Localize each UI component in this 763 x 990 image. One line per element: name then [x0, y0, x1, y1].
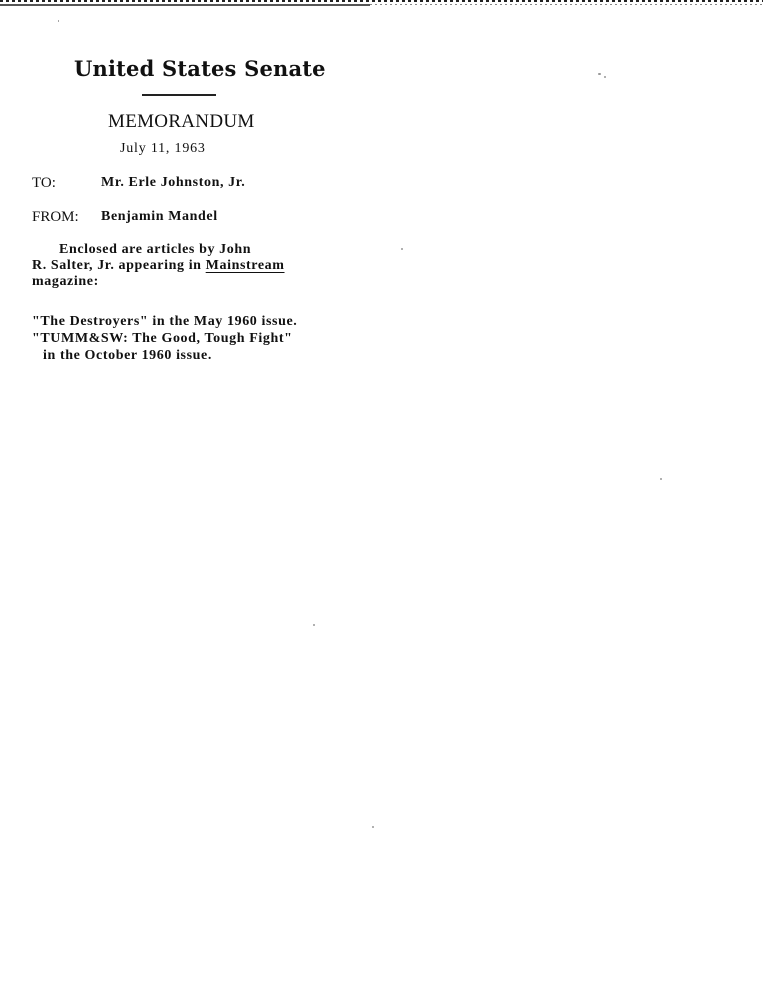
body-line-3: magazine: — [32, 274, 99, 289]
publication-name: Mainstream — [205, 258, 285, 273]
to-value: Mr. Erle Johnston, Jr. — [101, 175, 246, 190]
scan-speck — [604, 76, 606, 78]
letterhead-rule — [142, 94, 216, 96]
scan-speck — [401, 248, 403, 250]
article-item-2: "TUMM&SW: The Good, Tough Fight" — [32, 331, 293, 346]
scan-top-border — [0, 0, 763, 8]
article-list — [32, 313, 297, 364]
scan-speck — [58, 20, 59, 22]
to-label: TO: — [32, 175, 56, 191]
memo-title: MEMORANDUM — [108, 111, 255, 132]
scan-speck — [372, 826, 374, 828]
from-label: FROM: — [32, 209, 79, 225]
scan-speck — [313, 624, 315, 626]
memo-body — [32, 242, 362, 290]
body-line-2-prefix: R. Salter, Jr. appearing in — [32, 258, 206, 273]
body-line-2 — [32, 258, 362, 274]
memo-date: July 11, 1963 — [120, 141, 206, 156]
scan-speck — [660, 478, 662, 480]
scan-speck — [598, 73, 601, 75]
article-item-1: "The Destroyers" in the May 1960 issue. — [32, 314, 298, 329]
from-value: Benjamin Mandel — [101, 209, 218, 224]
article-item-2-continued: in the October 1960 issue. — [43, 348, 212, 363]
letterhead: United States Senate — [74, 56, 326, 81]
body-line-1: Enclosed are articles by John — [59, 242, 252, 257]
